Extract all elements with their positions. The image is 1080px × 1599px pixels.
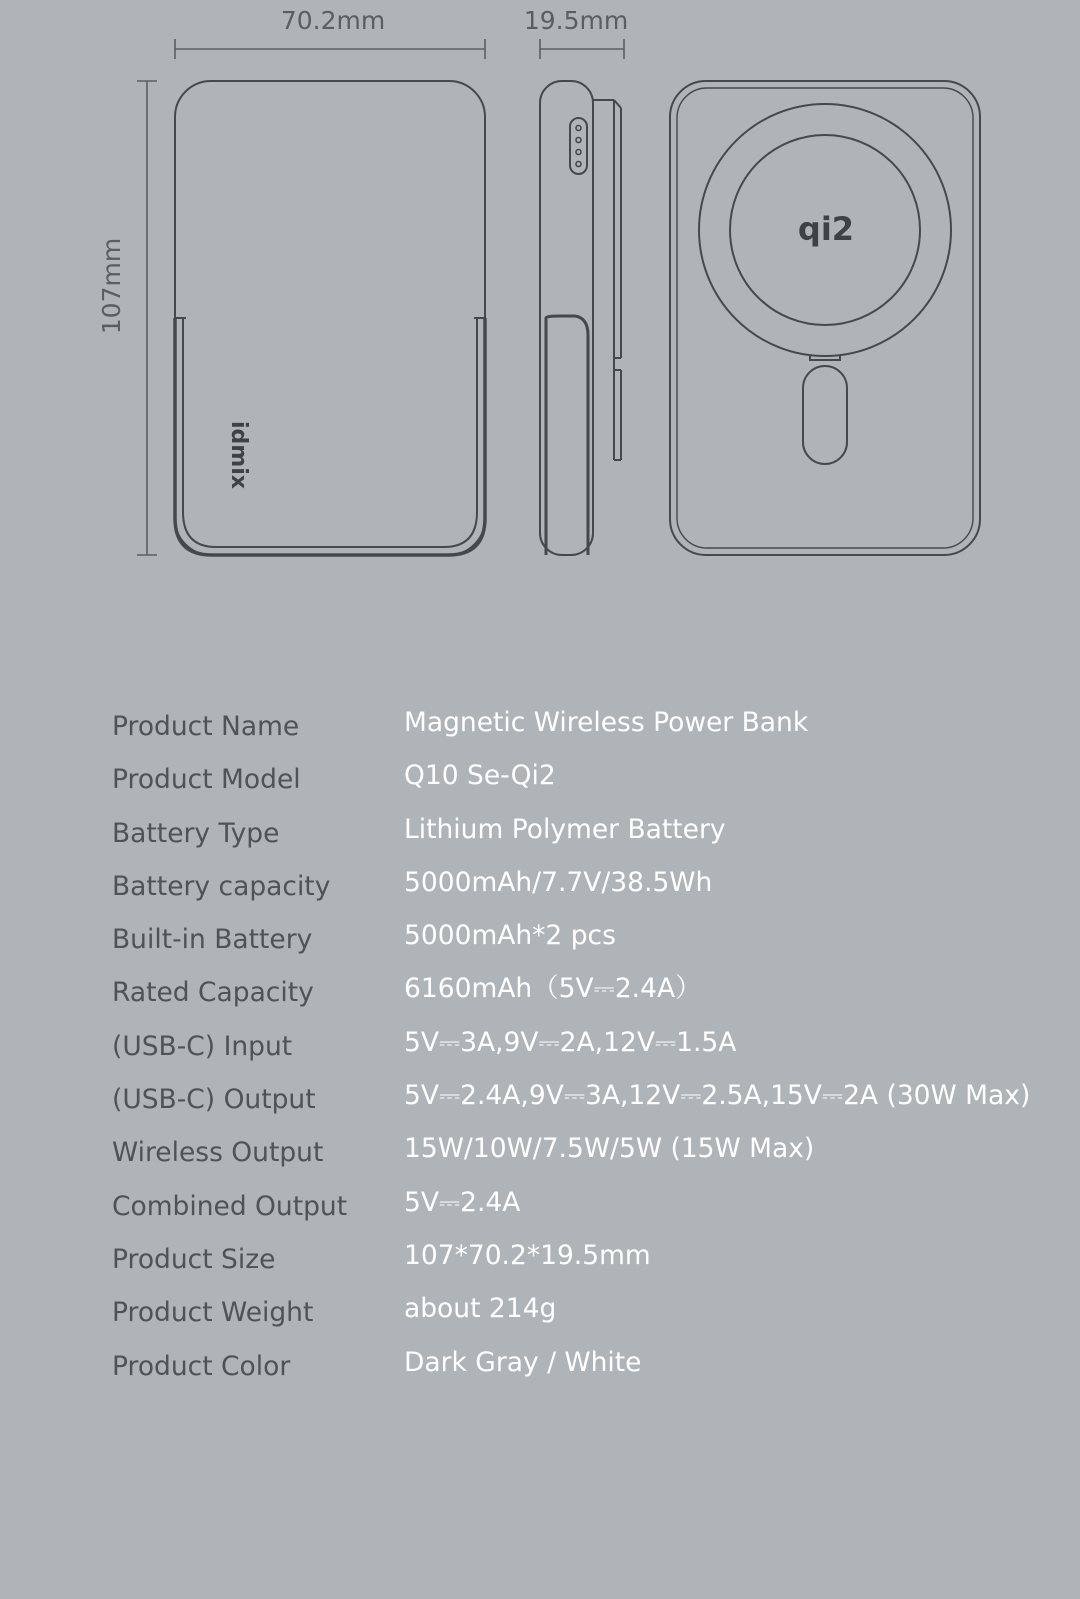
brand-logo: idmix — [226, 421, 251, 489]
spec-row — [112, 860, 1012, 913]
spec-value: 15W/10W/7.5W/5W (15W Max) — [404, 1133, 815, 1165]
spec-label: Product Name — [112, 711, 300, 742]
spec-label: Battery Type — [112, 817, 280, 849]
product-dimension-drawing — [0, 0, 1080, 600]
spec-value: 5000mAh*2 pcs — [404, 920, 616, 952]
qi2-logo: qi2 — [797, 210, 855, 248]
spec-label: Wireless Output — [112, 1137, 324, 1169]
spec-row — [112, 1020, 1012, 1073]
spec-value: 5000mAh/7.7V/38.5Wh — [404, 866, 713, 898]
depth-label: 19.5mm — [523, 6, 629, 35]
width-label: 70.2mm — [280, 6, 386, 35]
spec-value: 5V⎓3A,9V⎓2A,12V⎓1.5A — [404, 1026, 737, 1058]
spec-row — [112, 807, 1012, 860]
spec-row — [112, 1233, 1012, 1286]
spec-label: (USB-C) Output — [112, 1084, 316, 1116]
height-label: 107mm — [97, 237, 126, 335]
spec-row — [112, 1126, 1012, 1179]
spec-value: about 214g — [404, 1293, 557, 1325]
spec-label: Product Size — [112, 1243, 276, 1275]
spec-value: Magnetic Wireless Power Bank — [404, 707, 809, 738]
spec-table — [112, 700, 1031, 1393]
spec-value: Q10 Se-Qi2 — [404, 760, 556, 792]
spec-label: Combined Output — [112, 1190, 348, 1222]
spec-label: Battery capacity — [112, 870, 331, 902]
spec-label: Rated Capacity — [112, 977, 314, 1009]
spec-label: Built-in Battery — [112, 924, 313, 956]
spec-row — [112, 1073, 1031, 1126]
spec-value: 5V⎓2.4A,9V⎓3A,12V⎓2.5A,15V⎓2A (30W Max) — [404, 1080, 1031, 1112]
spec-row — [112, 913, 1012, 966]
spec-label: Product Color — [112, 1350, 291, 1382]
spec-row — [112, 1180, 1012, 1233]
spec-label: Product Model — [112, 764, 301, 796]
spec-value: 107*70.2*19.5mm — [404, 1239, 651, 1271]
spec-value: 5V⎓2.4A — [404, 1186, 521, 1218]
spec-value: Lithium Polymer Battery — [404, 813, 726, 845]
spec-value: 6160mAh（5V⎓2.4A） — [404, 973, 702, 1005]
spec-row — [112, 1340, 1012, 1393]
spec-label: (USB-C) Input — [112, 1030, 293, 1062]
spec-row — [112, 966, 1012, 1019]
spec-row — [112, 1286, 1012, 1339]
depth-dimension — [540, 39, 624, 59]
height-dimension — [137, 81, 157, 555]
front-view — [175, 81, 485, 555]
spec-row — [112, 753, 1012, 806]
spec-row — [112, 700, 1012, 753]
back-view — [670, 81, 980, 555]
side-port-dots — [576, 126, 581, 167]
spec-value: Dark Gray / White — [404, 1346, 642, 1378]
spec-label: Product Weight — [112, 1297, 314, 1329]
width-dimension — [175, 39, 485, 59]
